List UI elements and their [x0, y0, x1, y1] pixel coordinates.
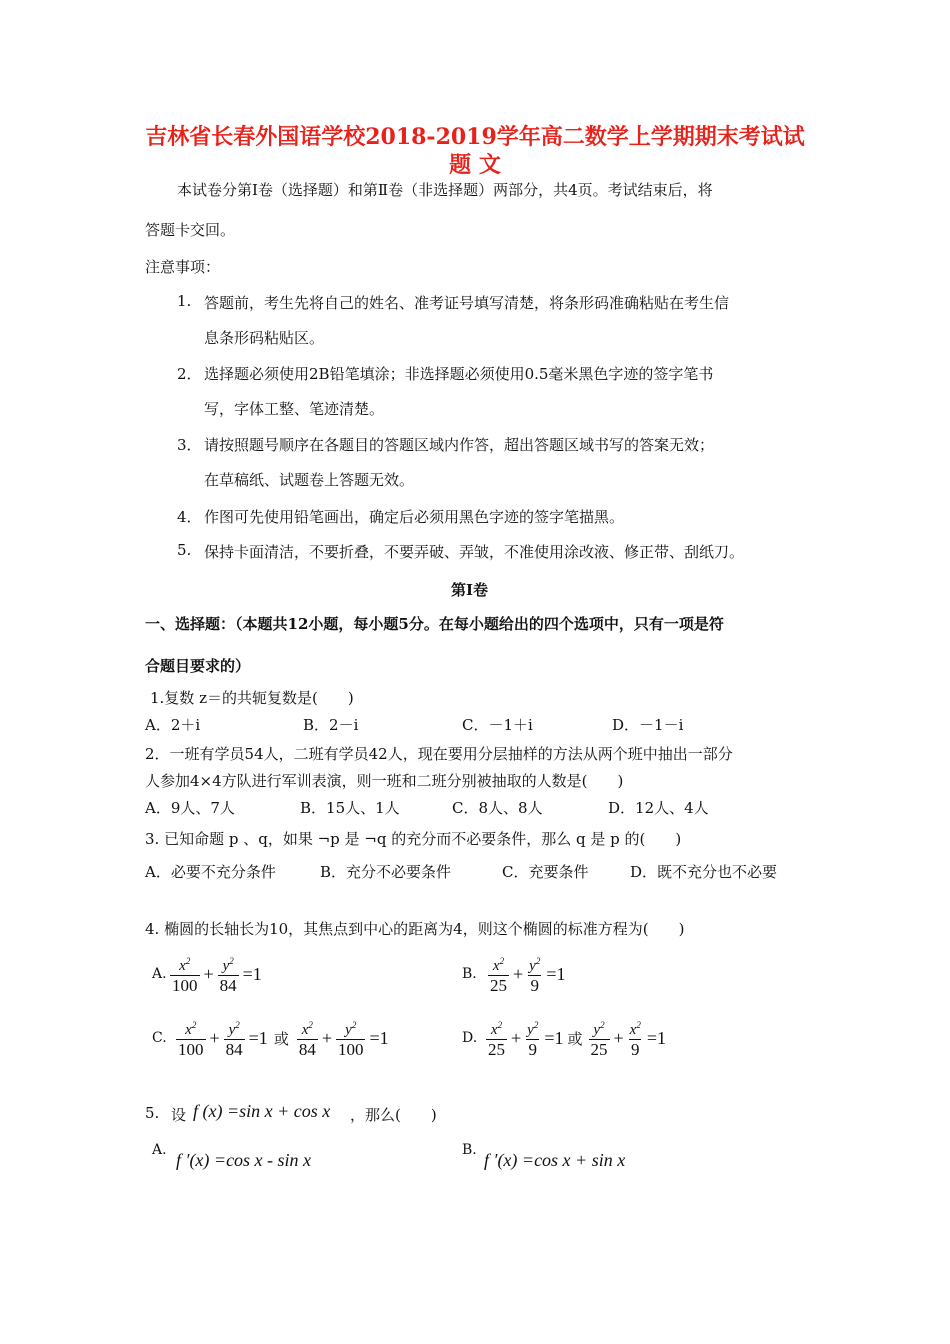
q2-option-a: A．9人、7人 — [145, 799, 235, 817]
note-text: 写，字体工整、笔迹清楚。 — [204, 400, 385, 418]
note-number: 2． — [177, 365, 202, 383]
note-number: 5. — [177, 541, 192, 559]
document-title-line2: 题 文 — [449, 152, 501, 178]
section-heading-line2: 合题目要求的） — [145, 657, 251, 675]
q4-option-c-equation: $\frac{x^2}{100}$ + $\frac{y^2}{84}$ =1 或 $\frac{x^2}{84}$ + $\frac{y^2}{100}$ =1 — [178, 1020, 389, 1059]
question-3-stem: 3. 已知命题 p 、q，如果 ¬p 是 ¬q 的充分而不必要条件，那么 q 是 p 的( ) — [145, 830, 682, 848]
q4-option-d-label: D. — [462, 1030, 478, 1046]
q1-option-b: B．2－i — [303, 716, 359, 734]
section-heading-line1: 一、选择题：（本题共12小题，每小题5分。在每小题给出的四个选项中，只有一项是符 — [145, 615, 724, 633]
question-4-stem: 4. 椭圆的长轴长为10，其焦点到中心的距离为4，则这个椭圆的标准方程为( ) — [145, 920, 685, 938]
q5-option-b-equation: f ′(x) =cos x + sin x — [484, 1150, 626, 1170]
q3-option-d: D．既不充分也不必要 — [630, 863, 778, 881]
q2-option-b: B．15人、1人 — [300, 799, 400, 817]
note-text: 在草稿纸、试题卷上答题无效。 — [204, 471, 415, 489]
question-5-function: f (x) =sin x + cos x — [193, 1101, 331, 1121]
question-2-line2: 人参加4×4方队进行军训表演，则一班和二班分别被抽取的人数是( ) — [145, 772, 624, 790]
q4-option-b-label: B. — [462, 966, 477, 982]
q3-option-a: A．必要不充分条件 — [145, 863, 276, 881]
note-number: 1. — [177, 292, 192, 310]
q4-option-d-equation: $\frac{x^2}{25}$ + $\frac{y^2}{9}$ =1 或 $\frac{y^2}{25}$ + $\frac{x^2}{9}$ =1 — [488, 1020, 666, 1059]
note-number: 4． — [177, 508, 202, 526]
q5-option-b-label: B. — [462, 1142, 477, 1158]
q3-option-c: C．充要条件 — [502, 863, 589, 881]
notes-heading: 注意事项： — [145, 258, 221, 276]
q4-option-a-label: A. — [152, 966, 167, 982]
q1-option-d: D．－1－i — [612, 716, 684, 734]
q2-option-d: D．12人、4人 — [608, 799, 709, 817]
q5-option-a-label: A. — [152, 1142, 167, 1158]
question-5-number: 5. — [145, 1104, 160, 1122]
note-text: 息条形码粘贴区。 — [204, 329, 325, 347]
question-5-text-before: 设 — [171, 1106, 187, 1124]
q3-option-b: B．充分不必要条件 — [320, 863, 452, 881]
intro-line2: 答题卡交回。 — [145, 221, 236, 239]
document-title-line1: 吉林省长春外国语学校2018-2019学年高二数学上学期期末考试试 — [145, 124, 805, 150]
q1-option-c: C．－1＋i — [462, 716, 533, 734]
question-5-text-after: ，那么( ) — [350, 1106, 437, 1124]
note-text: 选择题必须使用2B铅笔填涂；非选择题必须使用0.5毫米黑色字迹的签字笔书 — [204, 365, 714, 383]
question-2-line1: 2．一班有学员54人，二班有学员42人，现在要用分层抽样的方法从两个班中抽出一部分 — [145, 745, 733, 763]
note-text: 答题前，考生先将自己的姓名、准考证号填写清楚，将条形码准确粘贴在考生信 — [204, 294, 730, 312]
note-text: 作图可先使用铅笔画出，确定后必须用黑色字迹的签字笔描黑。 — [204, 508, 625, 526]
intro-line1: 本试卷分第Ⅰ卷（选择题）和第Ⅱ卷（非选择题）两部分，共4页。考试结束后，将 — [177, 181, 713, 199]
q5-option-a-equation: f ′(x) =cos x - sin x — [176, 1150, 312, 1170]
q1-option-a: A．2＋i — [145, 716, 201, 734]
note-text: 保持卡面清洁，不要折叠，不要弄破、弄皱，不准使用涂改液、修正带、刮纸刀。 — [204, 543, 745, 561]
volume-heading: 第Ⅰ卷 — [451, 581, 489, 599]
note-text: 请按照题号顺序在各题目的答题区域内作答，超出答题区域书写的答案无效； — [204, 436, 715, 454]
note-number: 3． — [177, 436, 202, 454]
q4-option-b-equation: $\frac{x^2}{25}$ + $\frac{y^2}{9}$ =1 — [490, 956, 566, 995]
q4-option-c-label: C. — [152, 1030, 167, 1046]
question-1-stem: 1.复数 z＝的共轭复数是( ) — [150, 689, 354, 707]
q4-option-a-equation: $\frac{x^2}{100}$ + $\frac{y^2}{84}$ =1 — [172, 956, 262, 995]
q2-option-c: C．8人、8人 — [452, 799, 543, 817]
